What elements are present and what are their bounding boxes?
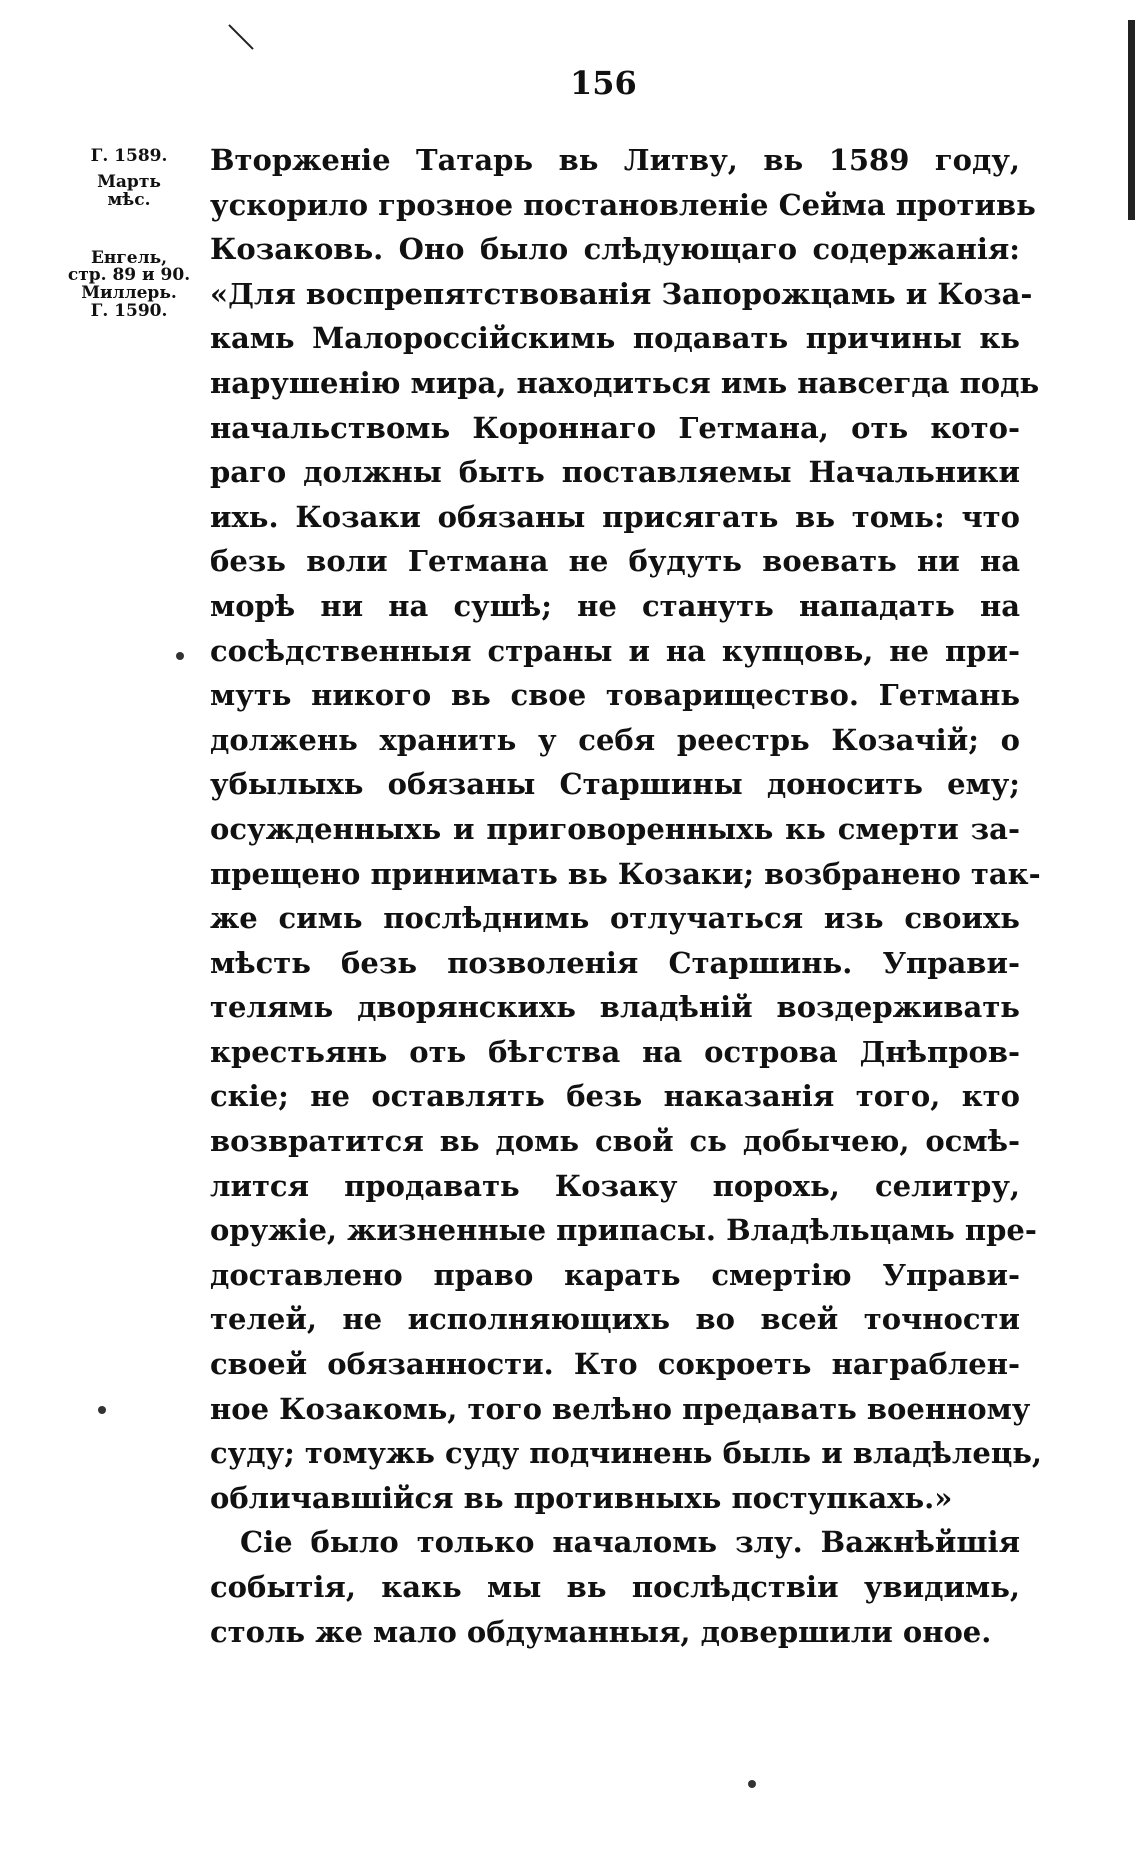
scan-speck <box>98 1406 106 1414</box>
text-line: прещено принимать вь Козаки; возбранено так- <box>210 856 1041 891</box>
scan-speck <box>176 652 184 660</box>
text-line: сосѣдственныя страны и на купцовь, не при- <box>210 633 1020 668</box>
text-line: начальствомь Короннаго Гетмана, оть кото- <box>210 410 1020 445</box>
text-line: скіе; не оставлять безь наказанія того, кто <box>210 1079 1020 1114</box>
text-line: возвратится вь домь свой сь добычею, осмѣ- <box>210 1124 1020 1159</box>
text-line: крестьянь оть бѣгства на острова Днѣпров- <box>210 1034 1020 1069</box>
text-line: Сіе было только началомь злу. Важнѣйшія <box>240 1525 1020 1560</box>
text-line: ихь. Козаки обязаны присягать вь томь: что <box>210 499 1020 534</box>
text-line: «Для воспрепятствованія Запорожцамь и Коза- <box>210 276 1033 311</box>
text-line: же симь послѣднимь отлучаться изь своихь <box>210 901 1020 936</box>
text-line: морѣ ни на сушѣ; не стануть нападать на <box>210 588 1020 623</box>
text-line: суду; томужь суду подчинень быль и владѣлець, <box>210 1436 1043 1471</box>
text-line: лится продавать Козаку порохь, селитру, <box>210 1168 1020 1203</box>
text-line: нарушенію мира, находиться имь навсегда подь <box>210 365 1040 400</box>
margin-notes <box>58 148 200 321</box>
margin-note-year: Г. 1589. <box>90 146 168 166</box>
text-line: убылыхь обязаны Старшины доносить ему; <box>210 767 1020 802</box>
text-line: раго должны быть поставляемы Начальники <box>210 455 1020 490</box>
page-number: 156 <box>570 64 637 102</box>
text-line: муть никого вь свое товарищество. Гетмань <box>210 678 1020 713</box>
body-text <box>210 138 1043 1654</box>
text-line: мѣсть безь позволенія Старшинь. Управи- <box>210 945 1020 980</box>
text-line: доставлено право карать смертію Управи- <box>210 1257 1020 1292</box>
text-line: Козаковь. Оно было слѣдующаго содержанія: <box>210 232 1020 267</box>
text-line: телямь дворянскихь владѣній воздерживать <box>210 990 1020 1025</box>
text-line: безь воли Гетмана не будуть воевать ни на <box>210 544 1020 579</box>
text-line: оружіе, жизненные припасы. Владѣльцамь пре- <box>210 1213 1037 1248</box>
text-line: телей, не исполняющихь во всей точности <box>210 1302 1020 1337</box>
text-line: Вторженіе Татарь вь Литву, вь 1589 году, <box>210 143 1020 177</box>
text-line: ускорило грозное постановленіе Сейма противь <box>210 187 1036 222</box>
text-line: должень хранить у себя реестрь Козачій; о <box>210 722 1020 757</box>
margin-note-month-abbr: мѣс. <box>107 189 151 210</box>
text-line: ное Козакомь, того велѣно предавать военному <box>210 1391 1031 1426</box>
scan-edge-line <box>1128 20 1135 220</box>
margin-note-source-engel: Енгель, <box>90 247 168 268</box>
margin-note-month: Марть <box>97 171 161 192</box>
margin-note-source-pages: стр. 89 и 90. <box>67 265 191 286</box>
text-line: осужденныхь и приговоренныхь кь смерти за- <box>210 811 1020 846</box>
scan-mark-top <box>228 24 253 49</box>
scan-speck <box>748 1780 756 1788</box>
margin-note-year-1590: Г. 1590. <box>90 301 168 322</box>
text-line: столь же мало обдуманныя, довершили оное. <box>210 1614 992 1649</box>
text-line: камь Малороссійскимь подавать причины кь <box>210 321 1020 356</box>
text-line: обличавшійся вь противныхь поступкахь.» <box>210 1480 953 1515</box>
text-line: своей обязанности. Кто сокроеть награблен- <box>210 1347 1020 1382</box>
text-line: событія, какь мы вь послѣдствіи увидимь, <box>210 1570 1020 1604</box>
margin-note-source-miller: Миллерь. <box>81 283 177 304</box>
